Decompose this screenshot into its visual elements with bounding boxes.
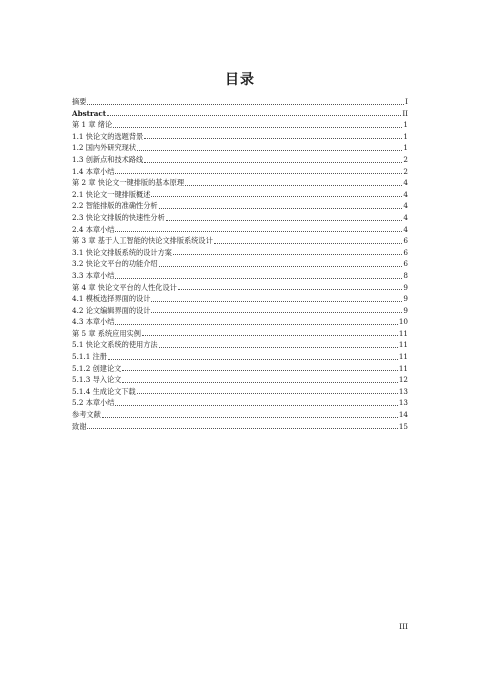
toc-entry-label: 第 3 章 基于人工智能的快论文排版系统设计: [72, 236, 213, 246]
toc-entry[interactable]: [72, 258, 408, 270]
toc-entry-page: 6: [403, 259, 408, 269]
toc-entry-label: 1.1 快论文的选题背景: [72, 131, 144, 141]
toc-entry[interactable]: [72, 96, 408, 108]
toc-entry-page: 13: [398, 386, 408, 396]
toc-entry-label: 1.2 国内外研究现状: [72, 143, 137, 153]
toc-entry-page: 9: [403, 305, 408, 315]
toc-entry[interactable]: [72, 397, 408, 409]
toc-entry[interactable]: [72, 200, 408, 212]
toc-entry[interactable]: [72, 166, 408, 178]
dot-leader: [115, 230, 402, 232]
toc-entry[interactable]: [72, 316, 408, 328]
toc-entry-label: 3.2 快论文平台的功能介绍: [72, 259, 158, 269]
toc-entry[interactable]: [72, 119, 408, 131]
toc-entry-label: 2.3 快论文排版的快速性分析: [72, 212, 165, 222]
toc-entry[interactable]: [72, 212, 408, 224]
toc-entry-page: 10: [398, 317, 408, 327]
toc-entry[interactable]: [72, 154, 408, 166]
toc-entry-page: 9: [403, 294, 408, 304]
toc-entry-page: 2: [403, 154, 408, 164]
toc-entry-label: 致谢: [72, 421, 87, 431]
dot-leader: [115, 277, 402, 279]
dot-leader: [178, 288, 403, 290]
toc-entry-page: 4: [403, 189, 408, 199]
toc-entry[interactable]: [72, 224, 408, 236]
dot-leader: [87, 103, 404, 105]
dot-leader: [113, 126, 402, 128]
toc-entry-page: 11: [398, 352, 408, 362]
toc-entry-page: 9: [403, 282, 408, 292]
toc-entry-label: 5.1.2 创建论文: [72, 363, 122, 373]
toc-entry-page: 12: [398, 375, 408, 385]
toc-entry[interactable]: [72, 189, 408, 201]
toc-entry-page: 6: [403, 247, 408, 257]
dot-leader: [159, 207, 403, 209]
toc-entry[interactable]: [72, 328, 408, 340]
toc-entry-label: 5.2 本章小结: [72, 398, 115, 408]
toc-entry[interactable]: [72, 293, 408, 305]
toc-entry-label: 4.1 模板选择界面的设计: [72, 294, 151, 304]
dot-leader: [115, 172, 402, 174]
dot-leader: [107, 114, 401, 116]
dot-leader: [137, 149, 402, 151]
toc-entry-page: 1: [403, 120, 408, 130]
toc-entry-label: 第 1 章 绪论: [72, 120, 113, 130]
toc-entry-label: 第 5 章 系统应用实例: [72, 328, 141, 338]
toc-entry-label: 3.3 本章小结: [72, 270, 115, 280]
toc-entry[interactable]: [72, 386, 408, 398]
dot-leader: [185, 184, 402, 186]
toc-entry-label: 摘要: [72, 97, 87, 106]
toc-entry-page: 4: [403, 178, 408, 188]
toc-entry-label: 5.1.1 注册: [72, 352, 107, 362]
toc-entry-page: 4: [403, 201, 408, 211]
toc-entry-label: 2.1 快论文一键排版概述: [72, 189, 151, 199]
toc-entry-page: 1: [403, 131, 408, 141]
toc-entry-page: 2: [403, 166, 408, 176]
toc-entry-page: 15: [398, 421, 408, 431]
dot-leader: [173, 253, 402, 255]
dot-leader: [159, 265, 403, 267]
toc-entry-label: 4.3 本章小结: [72, 317, 115, 327]
toc-entry[interactable]: [72, 177, 408, 189]
toc-entry[interactable]: [72, 374, 408, 386]
toc-entry-page: 1: [403, 143, 408, 153]
dot-leader: [102, 416, 398, 418]
toc-entry-label: 1.3 创新点和技术路线: [72, 154, 144, 164]
toc-entry[interactable]: [72, 351, 408, 363]
toc-entry-page: 14: [398, 410, 408, 420]
dot-leader: [142, 334, 398, 336]
dot-leader: [166, 219, 403, 221]
dot-leader: [108, 358, 398, 360]
dot-leader: [144, 137, 402, 139]
dot-leader: [159, 346, 398, 348]
toc-entry-label: 3.1 快论文排版系统的设计方案: [72, 247, 172, 257]
toc-entry[interactable]: [72, 363, 408, 375]
toc-entry-page: 8: [403, 270, 408, 280]
toc-entry-page: 4: [403, 224, 408, 234]
toc-title: 目录: [225, 72, 255, 88]
toc-entry-label: 2.4 本章小结: [72, 224, 115, 234]
toc-entry-page: 6: [403, 236, 408, 246]
dot-leader: [214, 242, 403, 244]
toc-entry[interactable]: [72, 305, 408, 317]
dot-leader: [151, 195, 402, 197]
toc-entry[interactable]: [72, 247, 408, 259]
page-number: III: [399, 622, 408, 631]
toc-entry[interactable]: [72, 339, 408, 351]
toc-entry[interactable]: [72, 421, 408, 433]
toc-entry[interactable]: [72, 131, 408, 143]
table-of-contents: [72, 96, 408, 432]
dot-leader: [115, 404, 397, 406]
toc-entry[interactable]: [72, 409, 408, 421]
dot-leader: [122, 369, 398, 371]
toc-entry-label: 第 2 章 快论文一键排版的基本原理: [72, 178, 185, 188]
toc-entry-label: Abstract: [72, 108, 107, 118]
toc-entry-page: 13: [398, 398, 408, 408]
dot-leader: [151, 300, 402, 302]
toc-entry-label: 5.1.3 导入论文: [72, 375, 122, 385]
toc-entry-label: 4.2 论文编辑界面的设计: [72, 305, 151, 315]
dot-leader: [144, 161, 402, 163]
toc-entry-page: II: [402, 108, 408, 118]
toc-entry[interactable]: [72, 142, 408, 154]
toc-entry[interactable]: [72, 270, 408, 282]
toc-entry-page: 11: [398, 328, 408, 338]
toc-entry-page: I: [405, 97, 408, 106]
toc-entry[interactable]: [72, 235, 408, 247]
toc-entry-page: 11: [398, 340, 408, 350]
toc-entry[interactable]: [72, 108, 408, 120]
toc-entry-label: 1.4 本章小结: [72, 166, 115, 176]
dot-leader: [137, 392, 398, 394]
dot-leader: [87, 427, 397, 429]
dot-leader: [151, 311, 402, 313]
toc-entry-label: 5.1 快论文系统的使用方法: [72, 340, 158, 350]
toc-entry-label: 2.2 智能排版的准确性分析: [72, 201, 158, 211]
toc-entry-page: 4: [403, 212, 408, 222]
toc-entry[interactable]: [72, 282, 408, 294]
dot-leader: [122, 381, 398, 383]
toc-entry-label: 第 4 章 快论文平台的人性化设计: [72, 282, 177, 292]
toc-entry-page: 11: [398, 363, 408, 373]
toc-entry-label: 5.1.4 生成论文下载: [72, 386, 136, 396]
toc-entry-label: 参考文献: [72, 410, 101, 420]
dot-leader: [115, 323, 397, 325]
